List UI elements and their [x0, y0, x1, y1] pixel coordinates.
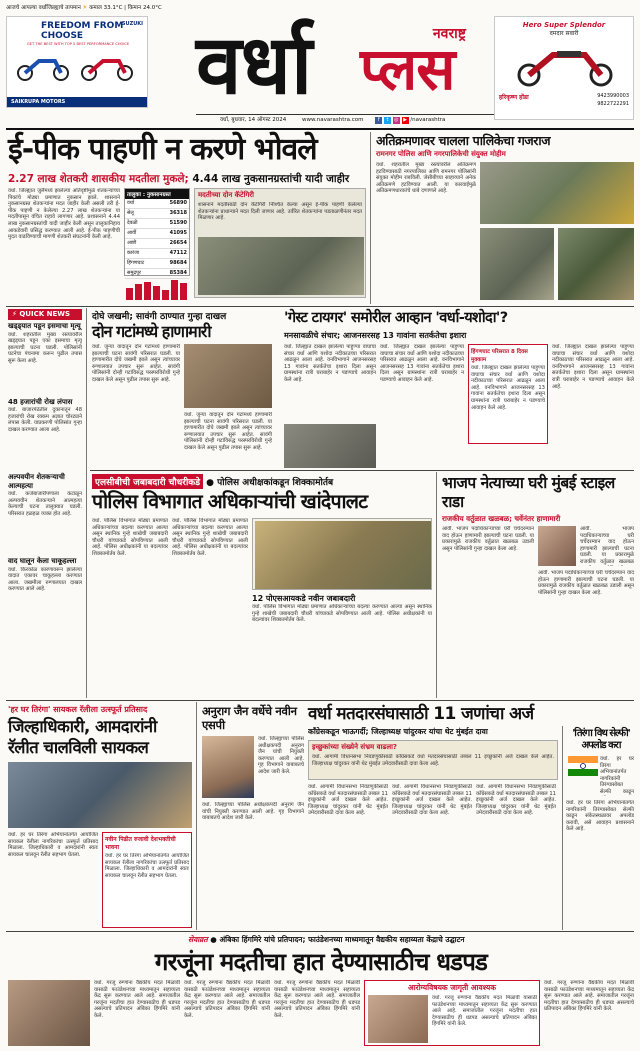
quick-news-item [8, 322, 82, 394]
help-box-title: मदतीच्या दोन कॅटेगिरी [198, 191, 254, 199]
quick-news-item-title: खड्ड्यात पडून इसमाचा मृत्यू [8, 322, 81, 330]
election-headline: वर्धा मतदारसंघासाठी 11 जणांचा अर्ज [308, 704, 534, 724]
election-box-title: इच्छुकांच्या संख्येने संभ्रम वाढला? [312, 743, 397, 751]
encroach-photo-3 [558, 228, 634, 300]
election-body-2: वर्धा. आगामी विधानसभा निवडणुकीसाठी काँग्रेसकडे वर्धा मतदारसंघासाठी तब्बल 11 इच्छुकांनी अर्ज दाखल केले आहेत. जिल्हाध्यक्ष चांदुरकर यांनी थेट मुंबईत उमेदवारीसाठी दावा केला आहे. [392, 784, 472, 817]
encroach-kicker: रामनगर पोलिस आणि नगरपालिकेची संयुक्त मोहीम [376, 150, 506, 158]
row-rule-1 [6, 306, 634, 307]
encroach-headline: अतिक्रमणावर चालला पालिकेचा गजराज [376, 133, 551, 148]
weather-label: आजचे आपल्या वर्धाजिल्ह्याचे तापमान [6, 5, 81, 11]
taluka-name: सेलू [125, 209, 157, 219]
seva-body-2: वर्धा. गरजू रुग्णांना वैद्यकीय मदत मिळावी यासाठी फाउंडेशनच्या माध्यमातून सहाय्यता केंद्र सुरू करण्यात आले आहे. समाजातील गरजूंना मदतीचा हात देण्यासाठीच ही धडपड असल्याचे प्रतिपादन अंबिका हिंगमिरे यांनी केले. [184, 980, 270, 1019]
cycle-headline: जिल्हाधिकारी, आमदारांनी रॅलीत चालविली सायकल [8, 717, 157, 757]
taluka-count: 98684 [157, 259, 189, 269]
tiger-body-2: वर्धा. जिल्ह्यात दाखल झालेल्या पाहुण्या वाघाचा संचार वर्धा आणि यशोदा नदीकाठच्या परिसरात आढळून आला आहे. वनविभागाने आजनसरसह 13 गावांना सतर्कतेचा इशारा दिला असून ग्रामस्थांना रात्री घराबाहेर न पडण्याचे आवाहन केले आहे. [380, 344, 464, 383]
taluka-name: समुद्रपूर [125, 269, 157, 279]
election-box [308, 740, 558, 780]
taluka-name: आष्टी [125, 239, 157, 249]
brand-small: नवराष्ट्र [432, 26, 466, 42]
cycle-rally-photo [8, 762, 192, 828]
quick-news-item-body: वर्धा. बाजारपेठेतील दुकानातून 48 हजारांची रोख रक्कम अज्ञात चोरट्याने लंपास केली. याप्रकरणी पोलिसांत गुन्हा दाखल करण्यात आला आहे. [8, 407, 82, 433]
clash-body: वर्धा. जुन्या वादातून दोन गटांमध्ये हाणामारी झाल्याची घटना सावंगी परिसरात घडली. या हाणामारीत दोघे जखमी झाले असून त्यांच्यावर रुग्णालयात उपचार सुरू आहेत. सावंगी पोलिसांनी दोन्ही गटांविरुद्ध परस्परविरोधी गुन्हे दाखल केले असून पुढील तपास सुरू आहे. [92, 344, 180, 383]
hero-ad-tag: दमदार सवारी [549, 30, 579, 37]
taluka-row [125, 219, 189, 229]
tiger-kicker: मनसावळीचे संचार; आजनसरसह 13 गावांना सतर्कतेचा इशारा [284, 331, 467, 340]
police-headline: पोलिस विभागात अधिकाऱ्यांची खांदेपालट [92, 490, 368, 513]
election-box-body: वर्धा. आगामी विधानसभा निवडणुकीसाठी काँग्रेसकडे वर्धा मतदारसंघासाठी तब्बल 11 इच्छुकांनी अर्ज दाखल केले आहेत. जिल्हाध्यक्ष चांदुरकर यांनी थेट मुंबईत उमेदवारीसाठी दावा केला आहे. [312, 754, 554, 767]
taluka-row [125, 259, 189, 269]
row-rule-4 [6, 931, 634, 932]
taluka-table-grid [125, 199, 189, 279]
cycle-kicker: 'हर घर तिरंगा' सायकल रॅलीला उत्स्फूर्त प्रतिसाद [8, 705, 148, 714]
col-divider-2 [86, 308, 87, 698]
police-body-2: वर्धा. पोलिस विभागात मोठ्या प्रमाणात अधिकाऱ्यांच्या बदल्या करण्यात आल्या असून स्थानिक गुन्हे शाखेची जबाबदारी चौधरी यांच्याकडे सोपविण्यात आली आहे. पोलिस अधीक्षकांनी या बदल्यांवर शिक्कामोर्तब केले. [172, 518, 248, 557]
cycle-body: वर्धा. हर घर तिरंगा अभियानांतर्गत आयोजित सायकल रॅलीला नागरिकांचा उत्स्फूर्त प्रतिसाद मिळाला. जिल्हाधिकारी व आमदारांनी स्वतः सायकल चालवून रॅलीत सहभाग घेतला. [8, 832, 98, 858]
bike-image [13, 51, 73, 81]
election-body-3: वर्धा. आगामी विधानसभा निवडणुकीसाठी काँग्रेसकडे वर्धा मतदारसंघासाठी तब्बल 11 इच्छुकांनी अर्ज दाखल केले आहेत. जिल्हाध्यक्ष चांदुरकर यांनी थेट मुंबईत उमेदवारीसाठी दावा केला आहे. [476, 784, 556, 817]
col-divider-4 [196, 702, 197, 930]
bullet-icon: ● [206, 478, 215, 488]
encroach-body: वर्धा. शहरातील मुख्य रस्त्यांवरील अतिक्रमण हटविण्यासाठी नगरपालिका आणि रामनगर पोलिसांनी संयुक्त मोहीम राबविली. जेसीबीच्या साहाय्याने अनेक अतिक्रमणे हटविण्यात आली. या कारवाईमुळे अतिक्रमणधारकांचे धाबे दणाणले आहे. [376, 162, 476, 195]
bjp-body: आर्वी. भाजप पदाधिकाऱ्याच्या घरी चर्चेदरम्यान वाद होऊन हाणामारी झाल्याची घटना घडली. या प्रकारामुळे राजकीय वर्तुळात खळबळ उडाली असून पोलिसांनी गुन्हा दाखल केला आहे. [442, 526, 534, 552]
cycle-box [102, 832, 192, 928]
police-tag-2: पोलिस अधीक्षकांकडून शिक्कामोर्तब [217, 478, 334, 488]
social-handle[interactable]: /navarashtra [410, 117, 446, 123]
bjp-headline: भाजप नेत्याच्या घरी मुंबई स्टाइल राडा [442, 474, 615, 511]
quick-news-title: QUICK NEWS [19, 310, 70, 318]
instagram-icon[interactable]: ◎ [394, 117, 399, 123]
hero-ad-phone-1: 9423990003 [597, 93, 629, 99]
police-body: वर्धा. पोलिस विभागात मोठ्या प्रमाणात अधिकाऱ्यांच्या बदल्या करण्यात आल्या असून स्थानिक गुन्हे शाखेची जबाबदारी चौधरी यांच्याकडे सोपविण्यात आली आहे. पोलिस अधीक्षकांनी या बदल्यांवर शिक्कामोर्तब केले. [92, 518, 168, 557]
tiranga-body: वर्धा. हर घर तिरंगा अभियानांतर्गत नागरिकांनी तिरंग्यासोबत सेल्फी काढून [600, 756, 634, 795]
seva-body-3: वर्धा. गरजू रुग्णांना वैद्यकीय मदत मिळावी यासाठी फाउंडेशनच्या माध्यमातून सहाय्यता केंद्र सुरू करण्यात आले आहे. समाजातील गरजूंना मदतीचा हात देण्यासाठीच ही धडपड असल्याचे प्रतिपादन अंबिका हिंगमिरे यांनी केले. [274, 980, 360, 1019]
hero-ad-dealer: हरिकृष्ण होंडा [499, 94, 529, 101]
seva-box-body: वर्धा. गरजू रुग्णांना वैद्यकीय मदत मिळावी यासाठी फाउंडेशनच्या माध्यमातून सहाय्यता केंद्र सुरू करण्यात आले आहे. समाजातील गरजूंना मदतीचा हात देण्यासाठीच ही धडपड असल्याचे प्रतिपादन अंबिका हिंगमिरे यांनी केले. [432, 995, 537, 1028]
lead-headline: ई-पीक पाहणी न करणे भोवले [8, 132, 317, 167]
weather-bar [6, 3, 206, 13]
quick-news-item-title: 48 हजारांची रोख लंपास [8, 397, 73, 406]
police-tag-bar [92, 474, 422, 488]
taluka-count: 51590 [157, 219, 189, 229]
lightning-icon: ⚡ [12, 310, 17, 318]
temperature-readout: कमाल 33.1°C | किमान 24.0°C [89, 5, 162, 11]
crop-chart [124, 278, 190, 300]
sp-portrait [202, 736, 254, 798]
clash-kicker: दोघे जखमी; सावंगी ठाण्यात गुन्हा दाखल [92, 312, 227, 322]
election-kicker: काँग्रेसकडून भाऊगर्दी; जिल्हाध्यक्ष चांदुरकर यांचा थेट मुंबईत दावा [308, 727, 488, 736]
seva-photo [8, 980, 90, 1046]
seva-body: वर्धा. गरजू रुग्णांना वैद्यकीय मदत मिळावी यासाठी फाउंडेशनच्या माध्यमातून सहाय्यता केंद्र सुरू करण्यात आले आहे. समाजातील गरजूंना मदतीचा हात देण्यासाठीच ही धडपड असल्याचे प्रतिपादन अंबिका हिंगमिरे यांनी केले. [94, 980, 180, 1019]
cycle-box-title: नवीन पिढीत रुजावी देशभक्तीची भावना [105, 836, 176, 851]
lead-sub-black: 4.44 लाख नुकसानग्रस्तांची यादी जाहीर [188, 173, 350, 185]
flag-image [568, 756, 598, 776]
taluka-row [125, 249, 189, 259]
hero-ad-title: Hero Super Splendor [522, 21, 606, 29]
taluka-name: हिंगणघाट [125, 259, 157, 269]
encroach-photo-2 [480, 228, 554, 300]
quick-news-item [8, 473, 82, 553]
taluka-row [125, 239, 189, 249]
tiger-body: वर्धा. जिल्ह्यात दाखल झालेल्या पाहुण्या वाघाचा संचार वर्धा आणि यशोदा नदीकाठच्या परिसरात आढळून आला आहे. वनविभागाने आजनसरसह 13 गावांना सतर्कतेचा इशारा दिला असून ग्रामस्थांना रात्री घराबाहेर न पडण्याचे आवाहन केले आहे. [284, 344, 376, 383]
ad-dealer: SAIKRUPA MOTORS [7, 97, 147, 107]
taluka-name: वर्धा [125, 199, 157, 209]
quick-news-item-body: वर्धा. कर्जबाजारीपणाला कंटाळून अल्पवयीन शेतकऱ्याने आत्महत्या केल्याची घटना तालुक्यात घडली. परिसरात हळहळ व्यक्त होत आहे. [8, 491, 82, 517]
tiranga-headline: 'तिरंगा विथ सेल्फी' अपलोड करा [572, 728, 630, 751]
taluka-name: कारंजा [125, 249, 157, 259]
ad-maker: SUZUKI [121, 21, 143, 27]
quick-news-label [8, 309, 82, 320]
taluka-row [125, 199, 189, 209]
clash-photo [184, 344, 272, 408]
help-box-body: शासनाने मदतीसाठी दोन कॅटेगिरी निश्चित केल्या असून ई-पीक पाहणी केलेल्या शेतकऱ्यांना प्राधान्याने मदत दिली जाणार आहे. उर्वरित शेतकऱ्यांना पडताळणीनंतर मदत मिळणार आहे. [198, 202, 362, 222]
website-link[interactable]: www.navarashtra.com [302, 117, 364, 123]
tiger-box-body: वर्धा. जिल्ह्यात दाखल झालेल्या पाहुण्या वाघाचा संचार वर्धा आणि यशोदा नदीकाठच्या परिसरात आढळून आला आहे. वनविभागाने आजनसरसह 13 गावांना सतर्कतेचा इशारा दिला असून ग्रामस्थांना रात्री घराबाहेर न पडण्याचे आवाहन केले आहे. [471, 365, 545, 411]
quick-news-list [8, 322, 82, 692]
taluka-row [125, 269, 189, 279]
flood-photo [198, 237, 364, 295]
col-divider-5 [562, 726, 563, 930]
brand-big: प्लस [360, 35, 455, 103]
seva-bar [8, 934, 634, 946]
hero-ad[interactable] [494, 16, 634, 120]
sun-icon: ☀ [82, 5, 88, 11]
row-rule-3 [6, 700, 634, 701]
cycle-box-body: वर्धा. हर घर तिरंगा अभियानांतर्गत आयोजित सायकल रॅलीला नागरिकांचा उत्स्फूर्त प्रतिसाद मिळाला. जिल्हाधिकारी व आमदारांनी स्वतः सायकल चालवून रॅलीत सहभाग घेतला. [105, 853, 189, 879]
masthead-title: वर्धा [196, 18, 312, 113]
tiranga-body-2: वर्धा. हर घर तिरंगा अभियानांतर्गत नागरिकांनी तिरंग्यासोबत सेल्फी काढून संकेतस्थळावर अपलोड करावी, असे आवाहन प्रशासनाने केले आहे. [566, 800, 634, 833]
tiger-headline: 'गेस्ट टायगर' समोरील आव्हान 'वर्धा-यशोदा'? [284, 310, 508, 326]
police-box-title: 12 पोएसआयकडे नवीन जबाबदारी [252, 594, 356, 603]
clash-body-2: वर्धा. जुन्या वादातून दोन गटांमध्ये हाणामारी झाल्याची घटना सावंगी परिसरात घडली. या हाणामारीत दोघे जखमी झाले असून त्यांच्यावर रुग्णालयात उपचार सुरू आहेत. सावंगी पोलिसांनी दोन्ही गटांविरुद्ध परस्परविरोधी गुन्हे दाखल केले असून पुढील तपास सुरू आहे. [184, 412, 272, 451]
taluka-row [125, 209, 189, 219]
help-categories-box [194, 188, 366, 298]
col-divider-1 [370, 132, 371, 304]
ad-headline: FREEDOM FROM CHOOSE [41, 21, 124, 41]
taluka-count: 41095 [157, 229, 189, 239]
suzuki-ad[interactable] [6, 16, 148, 108]
taluka-count: 85384 [157, 269, 189, 279]
seva-bullet-icon: ● [210, 935, 217, 944]
taluka-count: 56890 [157, 199, 189, 209]
sp-headline: अनुराग जैन वर्धेचे नवीन एसपी [202, 704, 297, 732]
tiger-box-title: हिंगणघाट परिसरात 8 दिवस मुक्काम [471, 349, 528, 363]
taluka-count: 47112 [157, 249, 189, 259]
bjp-kicker: राजकीय वर्तुळात खळबळ; चर्वेनंतर हाणामारी [442, 514, 561, 523]
taluka-table-title: तालुका : नुकसानग्रस्त [125, 189, 189, 199]
sp-body-2: वर्धा. जिल्ह्याच्या पोलिस अधीक्षकपदी अनुराग जैन यांची नियुक्ती करण्यात आली आहे. गृह विभागाने याबाबतचे आदेश जारी केले. [202, 802, 304, 822]
seva-headline: गरजूंना मदतीचा हात देण्यासाठीच धडपड [154, 948, 488, 976]
lead-body: वर्धा. जिल्ह्यात जुलैमध्ये झालेल्या अतिवृष्टीमुळे शेतकऱ्यांच्या पिकांचे मोठ्या प्रमाणात नुकसान झाले. शासनाने नुकसानग्रस्त शेतकऱ्यांना मदत जाहीर केली असली तरी ई-पीक पाहणी न केलेल्या 2.27 लाख शेतकऱ्यांना या मदतीपासून वंचित राहावे लागणार आहे. प्रशासनाने 4.44 लाख नुकसानग्रस्तांची यादी जाहीर केली असून तालुकानिहाय आकडेवारी प्रसिद्ध करण्यात आली आहे. ई-पीक पाहणीची मुदत वाढविण्याची मागणी शेतकरी संघटनांनी केली आहे. [8, 188, 120, 241]
quick-news-item [8, 398, 82, 470]
facebook-icon[interactable]: f [375, 117, 382, 124]
lead-subheadline [8, 172, 368, 186]
bjp-photo [538, 526, 576, 566]
lead-sub-red: 2.27 लाख शेतकरी शासकीय मदतीला मुकले; [8, 173, 189, 185]
masthead-rule [6, 128, 634, 130]
quick-news-item-body: वर्धा. शहरातील मुख्य रस्त्यावरील खड्ड्यात पडून एका इसमाचा मृत्यू झाल्याची घटना घडली. पोलिसांनी घटनेचा पंचनामा करून पुढील तपास सुरू केला आहे. [8, 331, 82, 364]
seva-tag: सेवाव्रत [188, 935, 208, 944]
quick-news-item-title: वाद घालून केला चाकूहल्ला [8, 557, 77, 565]
tiger-pugmark-photo [284, 424, 376, 468]
dateline-bar [196, 114, 494, 126]
seva-body-4: वर्धा. गरजू रुग्णांना वैद्यकीय मदत मिळावी यासाठी फाउंडेशनच्या माध्यमातून सहाय्यता केंद्र सुरू करण्यात आले आहे. समाजातील गरजूंना मदतीचा हात देण्यासाठीच ही धडपड असल्याचे प्रतिपादन अंबिका हिंगमिरे यांनी केले. [544, 980, 634, 1013]
bjp-body-2: आर्वी. भाजप पदाधिकाऱ्याच्या घरी चर्चेदरम्यान वाद होऊन हाणामारी झाल्याची घटना घडली. या प्रकारामुळे राजकीय वर्तुळात खळबळ [580, 526, 634, 565]
seva-box-photo [368, 995, 428, 1043]
election-body: वर्धा. आगामी विधानसभा निवडणुकीसाठी काँग्रेसकडे वर्धा मतदारसंघासाठी तब्बल 11 इच्छुकांनी अर्ज दाखल केले आहेत. जिल्हाध्यक्ष चांदुरकर यांनी थेट मुंबईत उमेदवारीसाठी दावा केला आहे. [308, 784, 388, 817]
bjp-body-3: आर्वी. भाजप पदाधिकाऱ्याच्या घरी चर्चेदरम्यान वाद होऊन हाणामारी झाल्याची घटना घडली. या प्रकारामुळे राजकीय वर्तुळात खळबळ उडाली असून पोलिसांनी गुन्हा दाखल केला आहे. [538, 570, 634, 596]
police-tag: एलसीबीची जबाबदारी चौधरीकडे [92, 474, 203, 489]
taluka-count: 26654 [157, 239, 189, 249]
taluka-name: आर्वी [125, 229, 157, 239]
tiger-body-3: वर्धा. जिल्ह्यात दाखल झालेल्या पाहुण्या वाघाचा संचार वर्धा आणि यशोदा नदीकाठच्या परिसरात आढळून आला आहे. वनविभागाने आजनसरसह 13 गावांना सतर्कतेचा इशारा दिला असून ग्रामस्थांना रात्री घराबाहेर न पडण्याचे आवाहन केले आहे. [552, 344, 634, 390]
sp-body: वर्धा. जिल्ह्याच्या पोलिस अधीक्षकपदी अनुराग जैन यांची नियुक्ती करण्यात आली आहे. गृह विभागाने याबाबतचे आदेश जारी केले. [258, 736, 304, 775]
quick-news-item [8, 557, 82, 629]
row-rule-2 [90, 470, 634, 471]
twitter-icon[interactable]: t [384, 117, 391, 124]
police-officers-photo [255, 521, 431, 589]
taluka-row [125, 229, 189, 239]
seva-box-title: आरोग्यविषयक जागृती आवश्यक [408, 983, 496, 992]
police-box-body: वर्धा. पोलिस विभागात मोठ्या प्रमाणात अधिकाऱ्यांच्या बदल्या करण्यात आल्या असून स्थानिक गुन्हे शाखेची जबाबदारी चौधरी यांच्याकडे सोपविण्यात आली आहे. पोलिस अधीक्षकांनी या बदल्यांवर शिक्कामोर्तब केले. [252, 604, 432, 624]
bulldozer-photo [480, 162, 634, 224]
taluka-count: 36318 [157, 209, 189, 219]
quick-news-item-title: अल्पवयीन शेतकऱ्याची आत्महत्या [8, 473, 65, 490]
col-divider-3 [436, 472, 437, 698]
dateline: वर्धा, बुधवार, 14 ऑगस्ट 2024 [220, 117, 287, 123]
seva-kicker: अंबिका हिंगमिरे यांचे प्रतिपादन; फाउंडेशनच्या माध्यमातून वैद्यकीय सहाय्यता केंद्राचे उद्घाटन [219, 935, 465, 944]
tiger-box [468, 344, 548, 444]
quick-news-item-body: वर्धा. किरकोळ कारणावरून झालेल्या वादात एकावर चाकूहल्ला करण्यात आला. जखमीला रुग्णालयात दाखल करण्यात आले आहे. [8, 566, 82, 593]
ad-subline: GET THE BEST WITH TOP 5 BEST PERFORMANCE CHOICE [27, 42, 130, 46]
youtube-icon[interactable]: ▶ [403, 117, 407, 123]
clash-headline: दोन गटांमध्ये हाणामारी [92, 322, 211, 341]
hero-bike-image [505, 43, 625, 87]
police-box [252, 518, 432, 590]
hero-ad-phone-2: 9822722291 [597, 101, 629, 107]
taluka-table [124, 188, 190, 276]
bike-image-2 [77, 51, 137, 81]
seva-box [364, 980, 540, 1046]
taluka-name: देवळी [125, 219, 157, 229]
